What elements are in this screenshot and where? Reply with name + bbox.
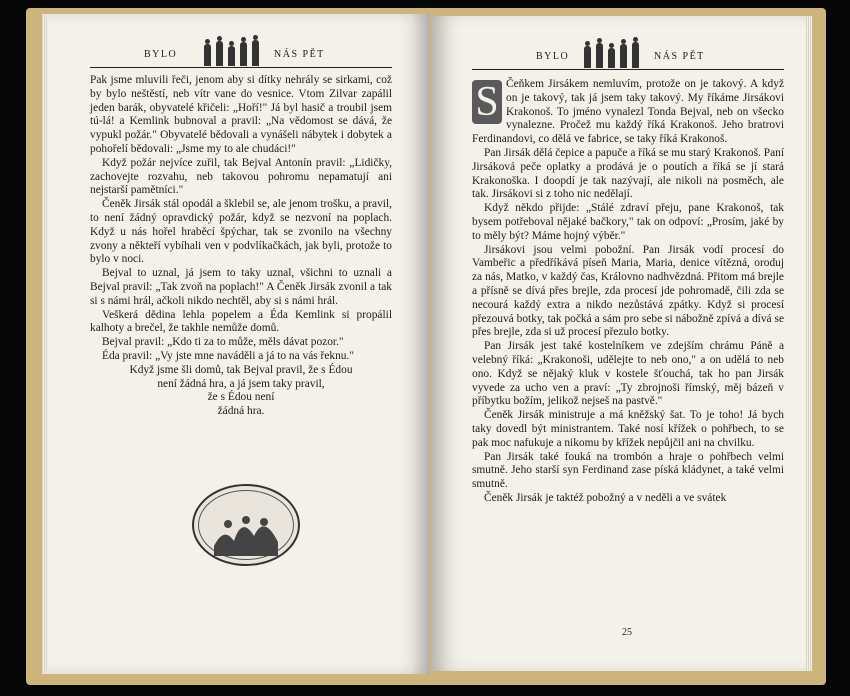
header-rule: [472, 69, 784, 70]
left-body-text: [90, 74, 392, 419]
paragraph: Čeněk Jirsák stál opodál a šklebil se, ale jenom trošku, a pravil, to není žádný opravdický požár, když se nezvoní na poplach. Když u nás hořel hraběcí špýchar, tak se zvonilo na všechny zvony a někteří vybíhali ven v podvlíkačkách, jak byli, protože to bylo v noci.: [90, 198, 392, 266]
first-paragraph: [472, 78, 784, 147]
ending-line: že s Édou není: [207, 391, 275, 404]
paragraph: Bejval pravil: „Kdo ti za to může, měls dávat pozor.": [102, 336, 344, 349]
ending-line: Když jsme šli domů, tak Bejval pravil, že s Édou: [129, 363, 353, 376]
five-boys-figure-icon: [202, 36, 264, 66]
paragraph: Když někdo přijde: „Stálé zdraví přeju, pane Krakonoš, tak bysem potřeboval nějaké bačkory," tak on odpoví: „Prosím, jaké by to měly být? Máme hojný výběr.": [472, 202, 784, 242]
running-header: [42, 28, 430, 68]
header-word-left: BYLO: [144, 49, 178, 60]
paragraph: Bejval to uznal, já jsem to taky uznal, všichni to uznali a Bejval pravil: „Tak zvoň na poplach!" A Čeněk Jirsák zvonil a tak si s námi hrál, ačkoli nikdo nechtěl, aby si s námi hrál.: [90, 267, 392, 307]
header-word-right: NÁS PĚT: [274, 49, 325, 60]
chapter-vignette-illustration: [192, 484, 300, 566]
header-word-left: BYLO: [536, 51, 570, 62]
first-paragraph-text: Čeňkem Jirsákem nemluvím, protože on je takový. A když on je takový, tak já jsem taky takový. My říkáme Jirsákovi Krakonoš. To jméno vynalezl Tonda Bejval, neb on všecko vynalezne. Pročež mu každý říká Krakonoš. Jeho bratrovi Ferdinandovi, co dělá ve fabrice, se taky říká Krakonoš.: [472, 78, 784, 146]
paragraph: Pak jsme mluvili řeči, jenom aby si dítky nehrály se sirkami, což by bylo neštěstí, neb vítr vane do vesnice. Vtom Zilvar zapálil jeden barák, obyvatelé křičeli: „Hoří!" Já byl hasič a troubil jsem tú-lá! a Kemlink bubnoval a pravil: „Na vědomost se dává, že vypukl požár." Obyvatelé bědovali a vynášeli nábytek i dobytek a pohořelí bědovali: „Jsme my to ale chudáci!": [90, 74, 392, 155]
header-word-right: NÁS PĚT: [654, 51, 705, 62]
five-boys-figure-icon: [582, 38, 644, 68]
paragraph: Pan Jirsák také fouká na trombón a hraje o pohřbech velmi smutně. Jeho starší syn Ferdinand zase píská kládynet, a také velmi smutně.: [472, 450, 784, 491]
paragraph: Jirsákovi jsou velmi pobožní. Pan Jirsák vodí procesí do Vambeřic a předříkává píseň Maria, Maria, denice vítězná, oroduj za nás, Matko, v každý čas, Královno nadhvězdná. Přitom má brejle a přísně se dívá přes brejle, zda procesí jde pohromadě, čili zda se necourá každý extra a nikdo nezůstává zpátky. Když si procesí přezouvá botky, tak počká a sám pro sebe si nábožně zpívá a dívá se přes brejle, zda si už procesí přezulo botky.: [472, 243, 784, 339]
paragraph: Éda pravil: „Vy jste mne naváděli a já to na vás řeknu.": [102, 349, 354, 362]
paragraph: Čeněk Jirsák je taktéž pobožný a v neděli a ve svátek: [484, 491, 727, 504]
right-body-text: [472, 78, 784, 506]
ending-line: není žádná hra, a já jsem taky pravil,: [157, 377, 325, 390]
running-header: [432, 30, 812, 70]
page-edge: [806, 16, 812, 671]
page-edge: [42, 14, 48, 674]
left-page: [42, 14, 430, 674]
paragraph: Pan Jirsák dělá čepice a papuče a říká se mu starý Krakonoš. Paní Jirsáková peče oplatky a prodává je o poutích a říká se jí stará Krakonoška. I doopdí je tak nazývají, ale nikoli na posměch, ale tak. Jirsákovi si z toho nic nedělají.: [472, 146, 784, 201]
ending-line: žádná hra.: [217, 405, 265, 418]
header-rule: [90, 67, 392, 68]
paragraph: Pan Jirsák jest také kostelníkem ve zdejším chrámu Páně a velebný říká: „Krakonoši, udělejte to neb ono," a on udělá to neb ono. Když se nějaký kluk v kostele šťouchá, tak ho pan Jirsák vyvede za ucho ven a praví: „Ty zbrojnoši římský, měj bázeň v příbytku božím, jelikož nejseš na pastvě.": [472, 340, 784, 408]
paragraph: Čeněk Jirsák ministruje a má kněžský šat. To je toho! Já bych taky dovedl být ministrantem. Také nosí křížek o pohřbech, to se pak moc nafukuje a nikomu by křížek nepůjčil ani na chvilku.: [472, 409, 784, 449]
right-page: [432, 16, 812, 671]
page-number: 25: [622, 627, 632, 638]
paragraph: Když požár nejvíce zuřil, tak Bejval Antonín pravil: „Lidičky, zachovejte rozvahu, neb takovou pohromu nepamatují ani nejstarší pamětníci.": [90, 156, 392, 197]
paragraph: Veškerá dědina lehla popelem a Éda Kemlink si propálil kalhoty a brečel, že takhle nemůže domů.: [90, 308, 392, 335]
drop-cap: S: [472, 80, 502, 124]
